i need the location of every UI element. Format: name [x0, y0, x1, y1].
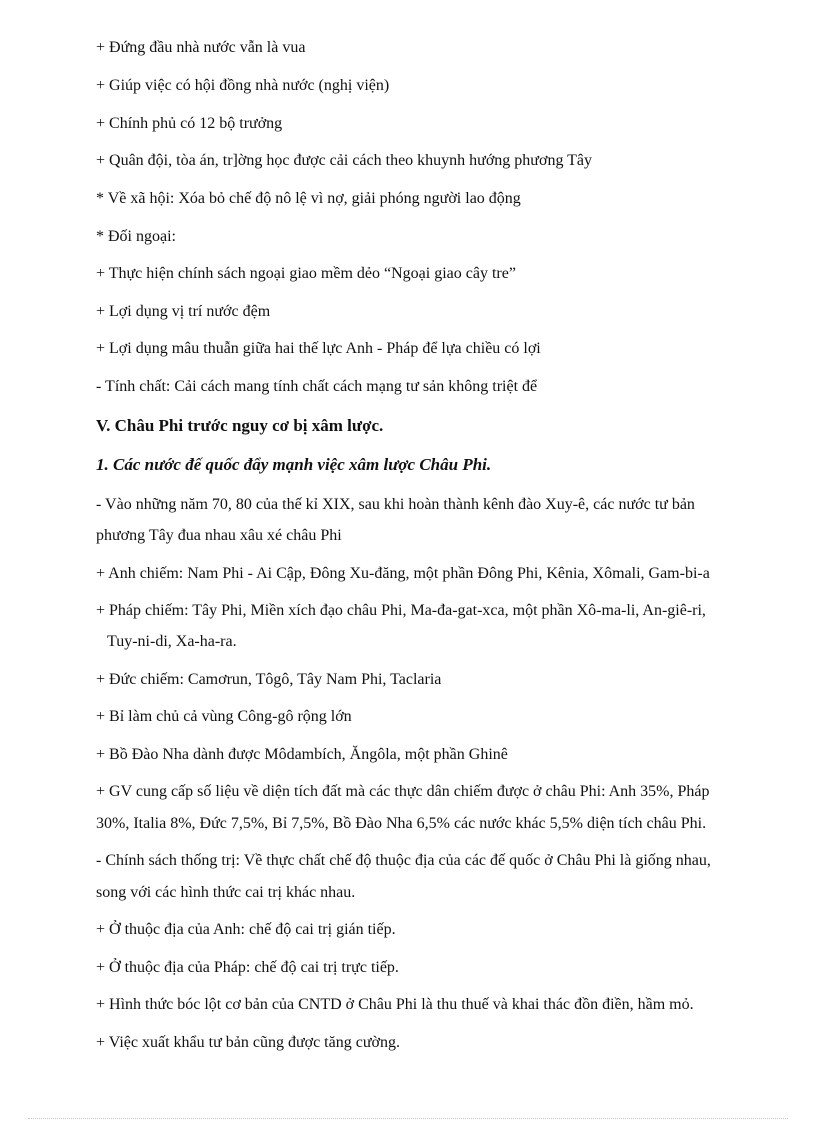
text-line: + Đứng đầu nhà nước vẫn là vua — [96, 39, 306, 56]
text-line: + Thực hiện chính sách ngoại giao mềm dẻo “Ngoại giao cây tre” — [96, 265, 516, 282]
text-line: + Giúp việc có hội đồng nhà nước (nghị viện) — [96, 77, 390, 94]
text-line: + Lợi dụng vị trí nước đệm — [96, 303, 271, 320]
text-line: + Ở thuộc địa của Pháp: chế độ cai trị trực tiếp. — [96, 959, 399, 976]
text-line: * Về xã hội: Xóa bỏ chế độ nô lệ vì nợ, giải phóng người lao động — [96, 190, 521, 207]
text-line: + Hình thức bóc lột cơ bản của CNTD ở Châu Phi là thu thuế và khai thác đồn điền, hầm mỏ. — [96, 996, 694, 1013]
text-line: + Chính phủ có 12 bộ trưởng — [96, 115, 283, 132]
text-line: - Tính chất: Cải cách mang tính chất cách mạng tư sản không triệt để — [96, 378, 538, 395]
text-line: + Bỉ làm chủ cả vùng Công-gô rộng lớn — [96, 708, 352, 725]
subsection-heading: 1. Các nước đế quốc đẩy mạnh việc xâm lược Châu Phi. — [96, 455, 492, 474]
section-heading: V. Châu Phi trước nguy cơ bị xâm lược. — [96, 416, 384, 435]
text-line: song với các hình thức cai trị khác nhau. — [96, 884, 356, 901]
text-line: + Ở thuộc địa của Anh: chế độ cai trị gián tiếp. — [96, 921, 396, 938]
text-line: + Việc xuất khẩu tư bản cũng được tăng cường. — [96, 1034, 400, 1051]
text-line: + Pháp chiếm: Tây Phi, Miền xích đạo châu Phi, Ma-đa-gat-xca, một phần Xô-ma-li, An-giê-ri, — [96, 602, 706, 619]
text-line: * Đối ngoại: — [96, 228, 176, 245]
text-line: + Anh chiếm: Nam Phi - Ai Cập, Đông Xu-đăng, một phần Đông Phi, Kênia, Xômali, Gam-bi-a — [96, 565, 710, 582]
text-line: + GV cung cấp số liệu về diện tích đất mà các thực dân chiếm được ở châu Phi: Anh 35%, Pháp — [96, 783, 710, 800]
text-line: - Chính sách thống trị: Về thực chất chế độ thuộc địa của các đế quốc ở Châu Phi là giống nhau, — [96, 852, 711, 869]
text-line: 30%, Italia 8%, Đức 7,5%, Bỉ 7,5%, Bồ Đào Nha 6,5% các nước khác 5,5% diện tích châu Phi. — [96, 815, 707, 832]
text-line: Tuy-ni-di, Xa-ha-ra. — [107, 633, 237, 650]
text-line: - Vào những năm 70, 80 của thế kỉ XIX, sau khi hoàn thành kênh đào Xuy-ê, các nước tư bản — [96, 496, 695, 513]
page-bottom-divider — [28, 1118, 788, 1119]
text-line: + Quân đội, tòa án, tr]ờng học được cải cách theo khuynh hướng phương Tây — [96, 152, 593, 169]
text-line: + Bồ Đào Nha dành được Môdambích, Ăngôla, một phần Ghinê — [96, 746, 508, 763]
text-line: + Đức chiếm: Camơrun, Tôgô, Tây Nam Phi, Taclaria — [96, 671, 442, 688]
text-line: + Lợi dụng mâu thuẫn giữa hai thế lực Anh - Pháp để lựa chiều có lợi — [96, 340, 541, 357]
text-line: phương Tây đua nhau xâu xé châu Phi — [96, 527, 342, 544]
